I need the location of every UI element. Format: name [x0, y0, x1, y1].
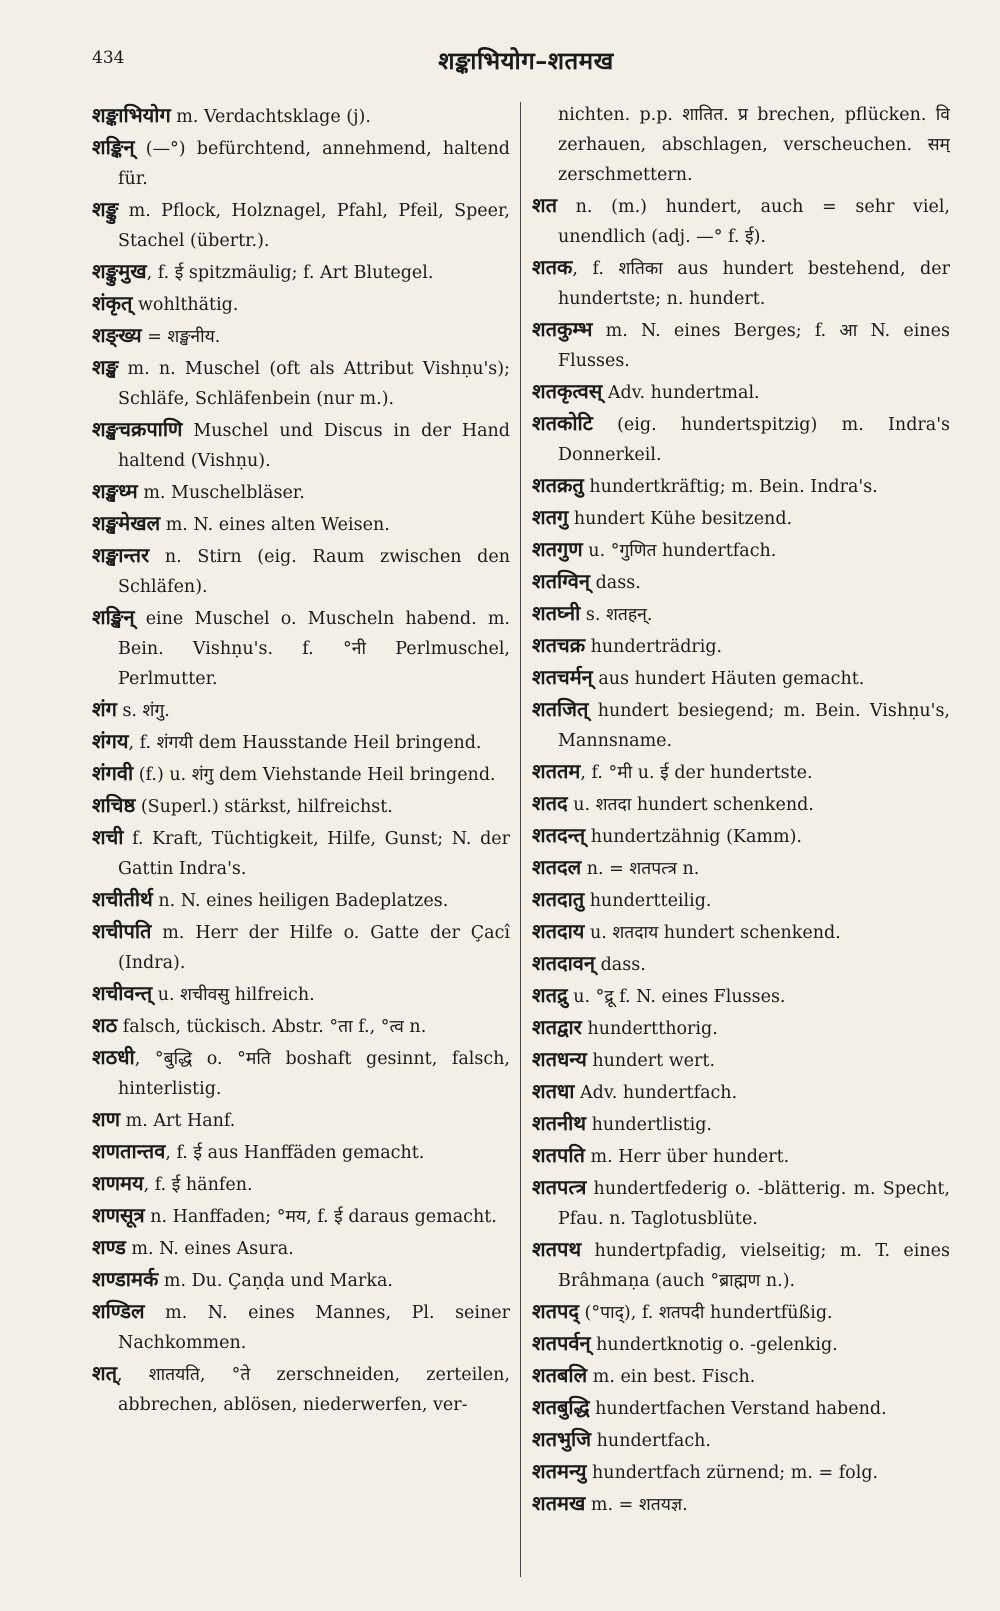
dictionary-entry — [92, 694, 510, 726]
dictionary-entry — [92, 1264, 510, 1296]
entry-headword: शतदातु — [532, 887, 585, 911]
entry-headword: शतद्वार — [532, 1015, 582, 1039]
entry-definition: n. Stirn (eig. Raum zwischen den Schläfen). — [118, 547, 510, 597]
dictionary-entry — [92, 1104, 510, 1136]
entry-headword: शतग्विन् — [532, 569, 591, 593]
entry-definition: Adv. hundertmal. — [602, 383, 760, 403]
entry-definition: m. N. eines Asura. — [125, 1239, 294, 1259]
entry-headword: शठधी — [92, 1045, 135, 1069]
entry-headword: शङ्खान्तर — [92, 543, 150, 567]
entry-headword: शतचक्र — [532, 633, 586, 657]
entry-definition: (—°) befürchtend, annehmend, haltend für. — [118, 139, 510, 189]
entry-definition: (f.) u. शंगु dem Viehstande Heil bringend. — [133, 765, 496, 785]
dictionary-entry — [532, 314, 950, 376]
dictionary-entry — [532, 534, 950, 566]
right-column — [532, 100, 950, 1595]
entry-definition: hundertknotig o. -gelenkig. — [590, 1335, 838, 1355]
entry-definition: m. n. Muschel (oft als Attribut Vishṇu's); Schläfe, Schläfenbein (nur m.). — [118, 359, 510, 409]
dictionary-entry — [532, 1328, 950, 1360]
entry-definition: hundert Kühe besitzend. — [568, 509, 793, 529]
entry-definition: u. °द्रू f. N. eines Flusses. — [567, 987, 786, 1007]
entry-headword: शचीवन्त् — [92, 981, 153, 1005]
dictionary-entry — [532, 916, 950, 948]
entry-headword: शचीपति — [92, 919, 152, 943]
dictionary-entry — [532, 1360, 950, 1392]
entry-headword: शङ्खिन् — [92, 605, 135, 629]
entry-headword: शची — [92, 825, 124, 849]
dictionary-entry — [92, 602, 510, 694]
entry-headword: शतपथ — [532, 1237, 582, 1261]
entry-headword: शचिष्ठ — [92, 793, 136, 817]
entry-headword: शतगुण — [532, 537, 583, 561]
entry-definition: m. N. eines alten Weisen. — [160, 515, 390, 535]
dictionary-entry — [532, 100, 950, 190]
dictionary-entry — [532, 1076, 950, 1108]
entry-definition: (eig. hundertspitzig) m. Indra's Donnerkeil. — [558, 415, 950, 465]
dictionary-entry — [532, 566, 950, 598]
dictionary-entry — [532, 852, 950, 884]
dictionary-entry — [532, 948, 950, 980]
dictionary-entry — [92, 508, 510, 540]
dictionary-entry — [532, 756, 950, 788]
entry-definition: , f. ई spitzmäulig; f. Art Blutegel. — [146, 263, 434, 283]
left-column — [92, 100, 510, 1595]
dictionary-entry — [532, 252, 950, 314]
dictionary-entry — [532, 662, 950, 694]
entry-definition: hundertzähnig (Kamm). — [585, 827, 802, 847]
dictionary-entry — [532, 502, 950, 534]
entry-headword: शण्ड — [92, 1235, 126, 1259]
entry-definition: , f. ई aus Hanffäden gemacht. — [165, 1143, 425, 1163]
entry-definition: m. Herr der Hilfe o. Gatte der Çacî (Indra). — [118, 923, 510, 973]
dictionary-entry — [92, 884, 510, 916]
entry-headword: शतपद् — [532, 1299, 579, 1323]
entry-headword: शङ्कुमुख — [92, 259, 147, 283]
entry-definition: eine Muschel o. Muscheln habend. m. Bein. Vishṇu's. f. °नी Perlmuschel, Perlmutter. — [118, 609, 510, 689]
entry-headword: शठ — [92, 1013, 118, 1037]
entry-headword: शङ्खचक्रपाणि — [92, 417, 183, 441]
entry-definition: u. शचीवसु hilfreich. — [152, 985, 315, 1005]
entry-headword: शङ्ख — [92, 355, 119, 379]
dictionary-entry — [532, 1234, 950, 1296]
running-head: शङ्काभियोग–शतमख — [438, 46, 614, 75]
entry-headword: शतक्रतु — [532, 473, 584, 497]
entry-headword: शतदल — [532, 855, 582, 879]
dictionary-entry — [532, 1488, 950, 1520]
entry-definition: n. (m.) hundert, auch = sehr viel, unendlich (adj. —° f. ई). — [557, 197, 950, 247]
entry-headword: शतजित् — [532, 697, 589, 721]
entry-definition: , शातयति, °ते zerschneiden, zerteilen, abbrechen, ablösen, niederwerfen, ver- — [117, 1365, 510, 1415]
entry-definition: f. Kraft, Tüchtigkeit, Hilfe, Gunst; N. der Gattin Indra's. — [118, 829, 510, 879]
entry-headword: शणसूत्र — [92, 1203, 145, 1227]
entry-definition: dass. — [595, 955, 646, 975]
dictionary-entry — [92, 1232, 510, 1264]
entry-definition: hundertpfadig, vielseitig; m. T. eines Brâhmaṇa (auch °ब्राह्मण n.). — [558, 1241, 950, 1291]
dictionary-entry — [532, 1456, 950, 1488]
entry-definition: = शङ्खनीय. — [141, 327, 221, 347]
entry-definition: hundertteilig. — [584, 891, 712, 911]
dictionary-entry — [92, 132, 510, 194]
entry-definition: nichten. p.p. शातित. प्र brechen, pflücken. वि zerhauen, abschlagen, verscheuchen. सम् zerschmettern. — [558, 105, 950, 185]
dictionary-entry — [92, 1168, 510, 1200]
dictionary-entry — [92, 256, 510, 288]
entry-headword: शण्डामर्क — [92, 1267, 159, 1291]
entry-headword: शणतान्तव — [92, 1139, 166, 1163]
entry-headword: शचीतीर्थ — [92, 887, 153, 911]
dictionary-entry — [92, 194, 510, 256]
entry-definition: , f. ई hänfen. — [143, 1175, 253, 1195]
dictionary-entry — [532, 788, 950, 820]
dictionary-entry — [532, 1424, 950, 1456]
entry-definition: (Superl.) stärkst, hilfreichst. — [135, 797, 393, 817]
entry-headword: शतगु — [532, 505, 569, 529]
entry-headword: शतबलि — [532, 1363, 588, 1387]
entry-definition: s. शतहन्. — [580, 605, 653, 625]
entry-definition: m. Herr über hundert. — [584, 1147, 790, 1167]
dictionary-entry — [92, 1042, 510, 1104]
dictionary-entry — [92, 1296, 510, 1358]
entry-headword: शंकृत् — [92, 291, 133, 315]
dictionary-entry — [532, 598, 950, 630]
entry-definition: n. N. eines heiligen Badeplatzes. — [152, 891, 449, 911]
entry-definition: hundert besiegend; m. Bein. Vishṇu's, Mannsname. — [558, 701, 950, 751]
entry-definition: n. Hanffaden; °मय, f. ई daraus gemacht. — [144, 1207, 497, 1227]
entry-definition: m. Verdachtsklage (j). — [170, 107, 371, 127]
dictionary-entry — [92, 1200, 510, 1232]
dictionary-entry — [532, 820, 950, 852]
entry-headword: शंगवी — [92, 761, 134, 785]
entry-headword: शतपति — [532, 1143, 585, 1167]
dictionary-entry — [92, 320, 510, 352]
entry-headword: शंगय — [92, 729, 129, 753]
dictionary-entry — [92, 1358, 510, 1420]
entry-headword: शतक — [532, 255, 573, 279]
dictionary-entry — [532, 1108, 950, 1140]
entry-headword: शतमख — [532, 1491, 586, 1515]
entry-definition: Muschel und Discus in der Hand haltend (Vishṇu). — [118, 421, 510, 471]
entry-definition: falsch, tückisch. Abstr. °ता f., °त्व n. — [117, 1017, 427, 1037]
entry-definition: m. Muschelbläser. — [137, 483, 305, 503]
entry-definition: aus hundert Häuten gemacht. — [592, 669, 865, 689]
dictionary-entry — [532, 1012, 950, 1044]
entry-headword: शतपर्वन् — [532, 1331, 591, 1355]
column-divider — [520, 102, 521, 1577]
dictionary-entry — [92, 540, 510, 602]
entry-headword: शतनीथ — [532, 1111, 587, 1135]
entry-definition: hundertfachen Verstand habend. — [589, 1399, 887, 1419]
dictionary-entry — [532, 1140, 950, 1172]
entry-headword: शततम — [532, 759, 581, 783]
entry-headword: शतबुद्धि — [532, 1395, 590, 1419]
dictionary-entry — [532, 980, 950, 1012]
entry-definition: hundertkräftig; m. Bein. Indra's. — [583, 477, 878, 497]
dictionary-entry — [532, 884, 950, 916]
entry-headword: शङ्खमेखल — [92, 511, 161, 535]
entry-definition: wohlthätig. — [132, 295, 239, 315]
entry-definition: m. Pflock, Holznagel, Pfahl, Pfeil, Speer, Stachel (übertr.). — [118, 201, 510, 251]
entry-definition: m. Du. Çaṇḍa und Marka. — [158, 1271, 393, 1291]
entry-headword: शतद — [532, 791, 568, 815]
dictionary-entry — [532, 1044, 950, 1076]
entry-headword: शत — [532, 193, 557, 217]
entry-headword: शण — [92, 1107, 121, 1131]
dictionary-entry — [532, 1392, 950, 1424]
entry-definition: u. शतदाय hundert schenkend. — [584, 923, 841, 943]
entry-headword: शणमय — [92, 1171, 144, 1195]
entry-definition: Adv. hundertfach. — [574, 1083, 738, 1103]
entry-definition: m. N. eines Berges; f. आ N. eines Flusses. — [558, 321, 950, 371]
entry-headword: शतदावन् — [532, 951, 596, 975]
dictionary-entry — [532, 190, 950, 252]
dictionary-entry — [92, 790, 510, 822]
dictionary-entry — [92, 978, 510, 1010]
entry-definition: dass. — [590, 573, 641, 593]
entry-headword: शतचर्मन् — [532, 665, 593, 689]
entry-headword: शङ्किन् — [92, 135, 135, 159]
entry-definition: , f. शतिका aus hundert bestehend, der hundertste; n. hundert. — [558, 259, 950, 309]
entry-headword: शतकृत्वस् — [532, 379, 603, 403]
dictionary-entry — [92, 916, 510, 978]
entry-definition: , f. °मी u. ई der hundertste. — [580, 763, 813, 783]
entry-headword: शतपत्त्र — [532, 1175, 587, 1199]
entry-headword: शंग — [92, 697, 117, 721]
dictionary-entry — [92, 100, 510, 132]
dictionary-entry — [532, 694, 950, 756]
entry-definition: , f. शंगयी dem Hausstande Heil bringend. — [128, 733, 482, 753]
entry-headword: शतभुजि — [532, 1427, 592, 1451]
entry-definition: hundertlistig. — [586, 1115, 712, 1135]
entry-definition: , °बुद्धि o. °मति boshaft gesinnt, falsch, hinterlistig. — [118, 1049, 510, 1099]
dictionary-entry — [532, 470, 950, 502]
entry-headword: शङ्ख्य — [92, 323, 142, 347]
entry-definition: hundertthorig. — [581, 1019, 718, 1039]
dictionary-entry — [92, 414, 510, 476]
entry-headword: शङ्कु — [92, 197, 119, 221]
dictionary-entry — [532, 630, 950, 662]
entry-headword: शतद्रु — [532, 983, 568, 1007]
entry-definition: hundertfach. — [591, 1431, 711, 1451]
entry-headword: शण्डिल — [92, 1299, 145, 1323]
entry-definition: (°पाद्), f. शतपदी hundertfüßig. — [578, 1303, 833, 1323]
page-number: 434 — [92, 48, 125, 68]
dictionary-entry — [92, 726, 510, 758]
entry-headword: शतकुम्भ — [532, 317, 593, 341]
entry-definition: m. ein best. Fisch. — [587, 1367, 756, 1387]
entry-definition: hundert wert. — [586, 1051, 716, 1071]
page-header — [92, 44, 960, 84]
dictionary-entry — [92, 822, 510, 884]
dictionary-entry — [532, 408, 950, 470]
entry-definition: hunderträdrig. — [585, 637, 723, 657]
dictionary-entry — [92, 1010, 510, 1042]
entry-headword: शतमन्यु — [532, 1459, 587, 1483]
entry-headword: शतदन्त् — [532, 823, 586, 847]
dictionary-columns — [92, 100, 954, 1595]
entry-definition: m. = शतयज्ञ. — [585, 1495, 688, 1515]
entry-headword: शङ्काभियोग — [92, 103, 171, 127]
entry-definition: hundertfederig o. -blätterig. m. Specht, Pfau. n. Taglotusblüte. — [558, 1179, 950, 1229]
entry-headword: शतकोटि — [532, 411, 593, 435]
entry-definition: u. शतदा hundert schenkend. — [567, 795, 814, 815]
entry-definition: s. शंगु. — [116, 701, 170, 721]
entry-definition: m. Art Hanf. — [120, 1111, 236, 1131]
entry-definition: m. N. eines Mannes, Pl. seiner Nachkommen. — [118, 1303, 510, 1353]
entry-definition: u. °गुणित hundertfach. — [582, 541, 777, 561]
dictionary-entry — [92, 352, 510, 414]
dictionary-entry — [92, 288, 510, 320]
entry-headword: शङ्खध्म — [92, 479, 138, 503]
dictionary-entry — [92, 476, 510, 508]
entry-headword: शतधन्य — [532, 1047, 587, 1071]
dictionary-entry — [92, 758, 510, 790]
entry-headword: शतघ्नी — [532, 601, 581, 625]
dictionary-entry — [532, 1296, 950, 1328]
dictionary-entry — [532, 1172, 950, 1234]
entry-definition: hundertfach zürnend; m. = folg. — [586, 1463, 879, 1483]
entry-headword: शत् — [92, 1361, 117, 1385]
entry-definition: n. = शतपत्त्र n. — [581, 859, 700, 879]
dictionary-entry — [532, 376, 950, 408]
dictionary-entry — [92, 1136, 510, 1168]
entry-headword: शतधा — [532, 1079, 575, 1103]
entry-headword: शतदाय — [532, 919, 585, 943]
